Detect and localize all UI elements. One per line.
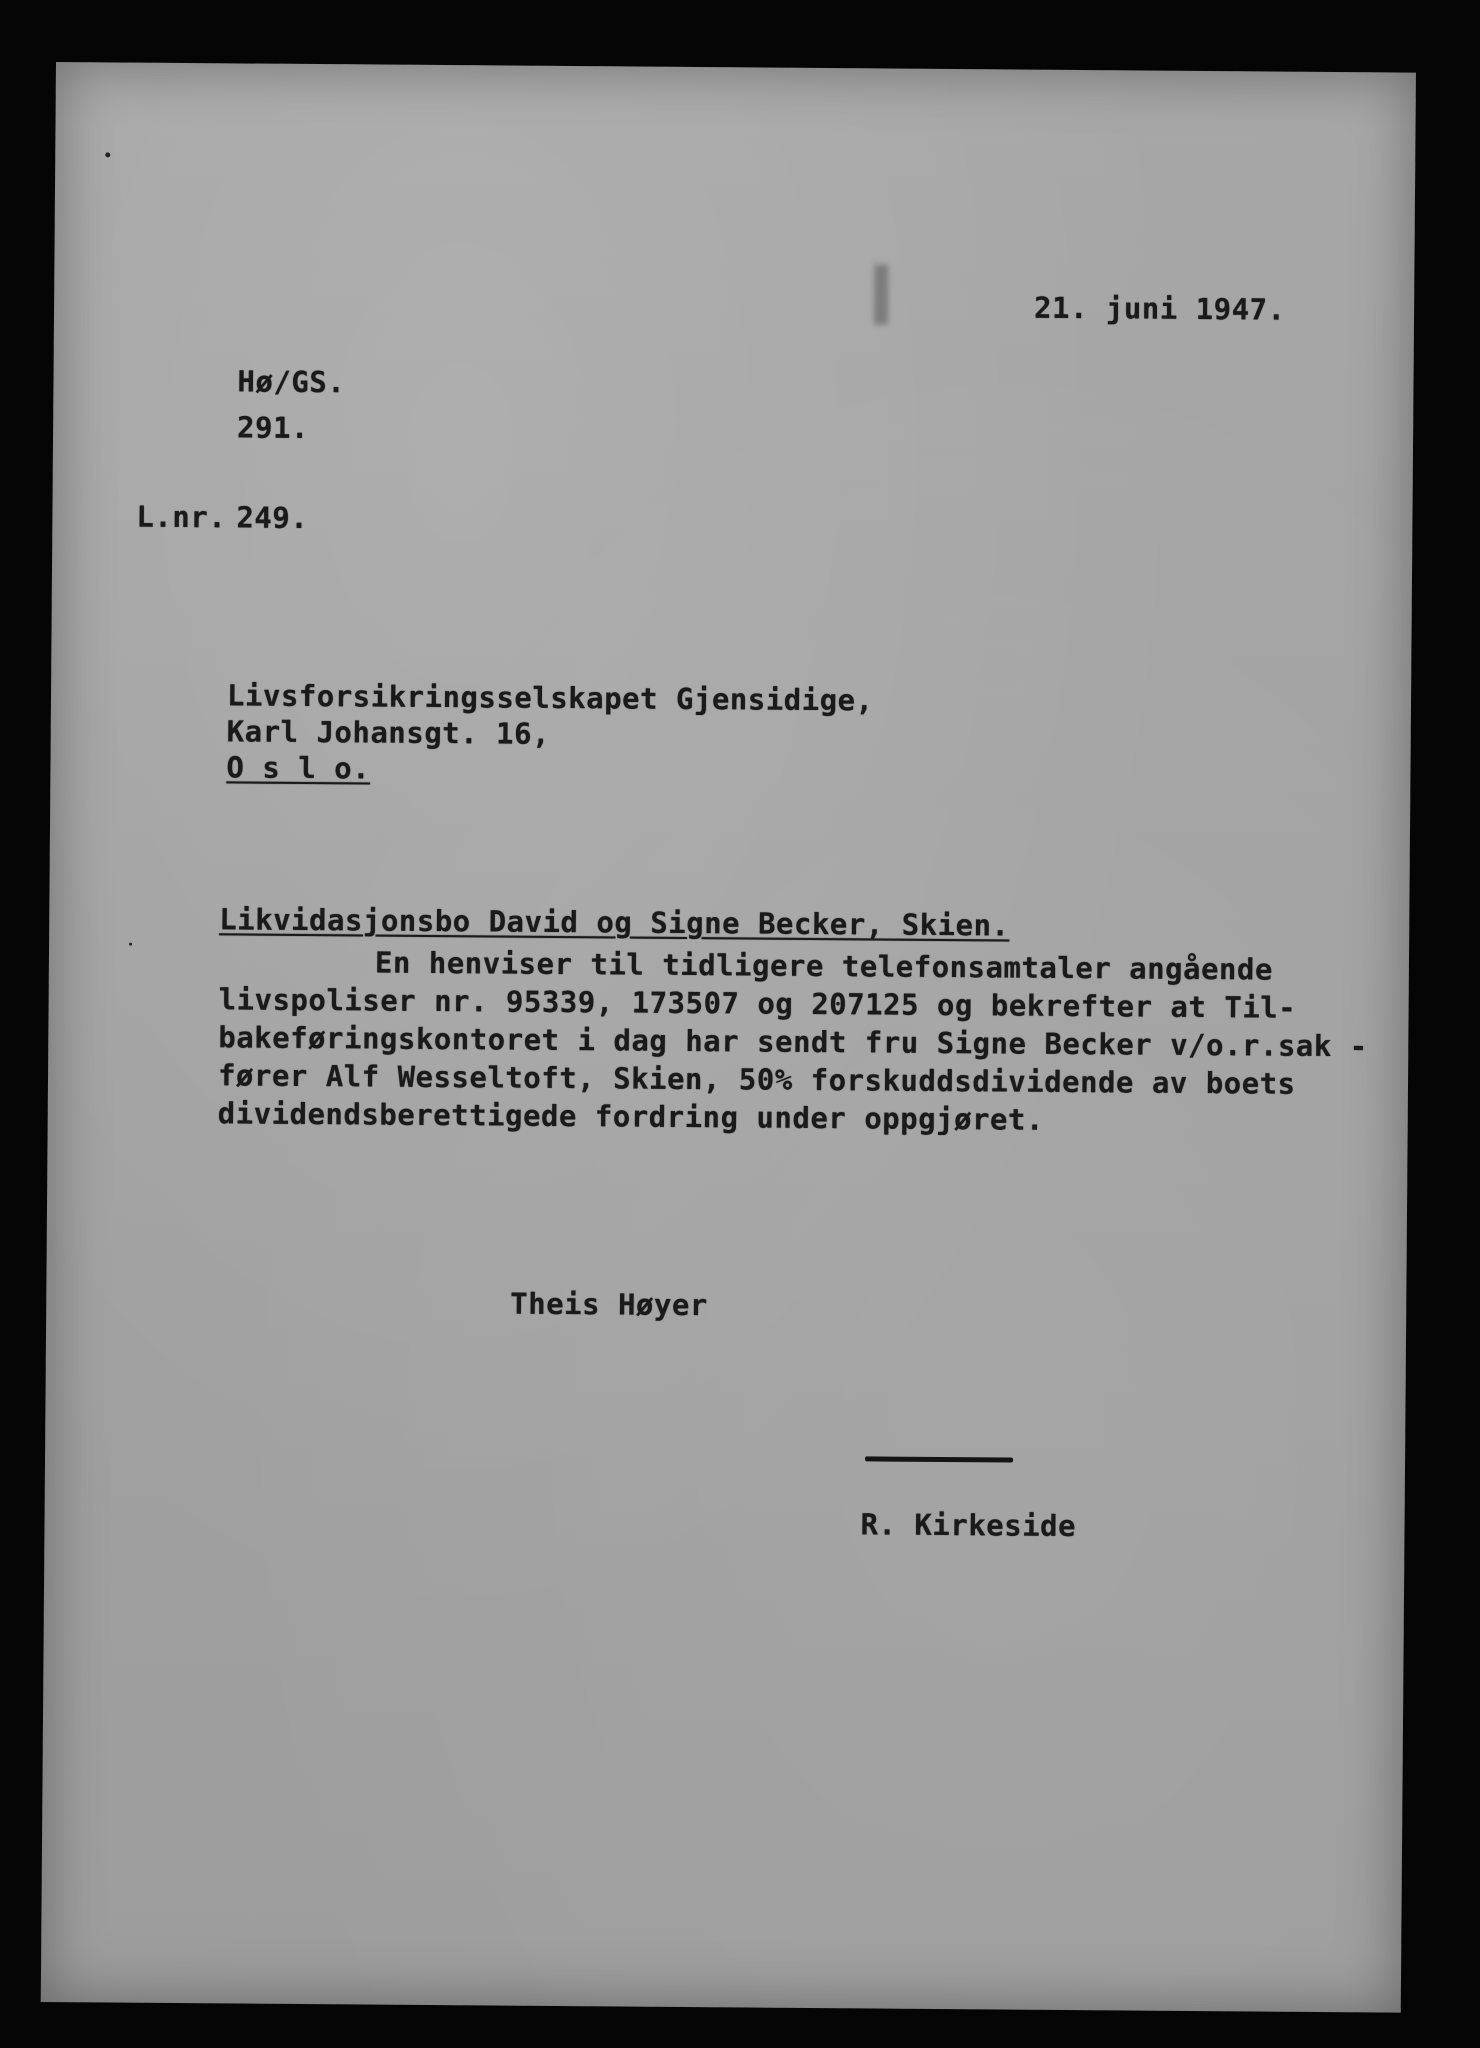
recipient-name: Livsforsikringsselskapet Gjensidige, <box>226 678 874 718</box>
lnr-label: L.nr. <box>136 499 227 535</box>
paper-speck <box>105 152 110 157</box>
signatory-name: Theis Høyer <box>510 1286 708 1323</box>
recipient-city: O s l o. <box>226 750 371 786</box>
subject-line: Likvidasjonsbo David og Signe Becker, Skien. <box>219 902 1010 943</box>
paper-speck <box>129 943 132 946</box>
body-line: dividendsberettigede fordring under oppgjøret. <box>217 1096 1044 1137</box>
body-line: fører Alf Wesseltoft, Skien, 50% forskuddsdividende av boets <box>217 1058 1296 1101</box>
letter-page <box>41 62 1416 2013</box>
signature-line <box>865 1456 1013 1462</box>
ink-smudge <box>874 264 888 324</box>
body-line: livspoliser nr. 95339, 173507 og 207125 og bekrefter at Til- <box>218 982 1297 1025</box>
recipient-street: Karl Johansgt. 16, <box>226 714 551 751</box>
letter-date: 21. juni 1947. <box>1033 290 1286 327</box>
cosigner-name: R. Kirkeside <box>860 1507 1077 1544</box>
body-line: bakeføringskontoret i dag har sendt fru Signe Becker v/o.r.sak - <box>218 1020 1368 1064</box>
body-line: En henviser til tidligere telefonsamtaler angående <box>374 945 1274 987</box>
lnr-value: 249. <box>236 500 309 535</box>
reference-number: 291. <box>237 410 310 445</box>
reference-initials: Hø/GS. <box>237 364 346 400</box>
